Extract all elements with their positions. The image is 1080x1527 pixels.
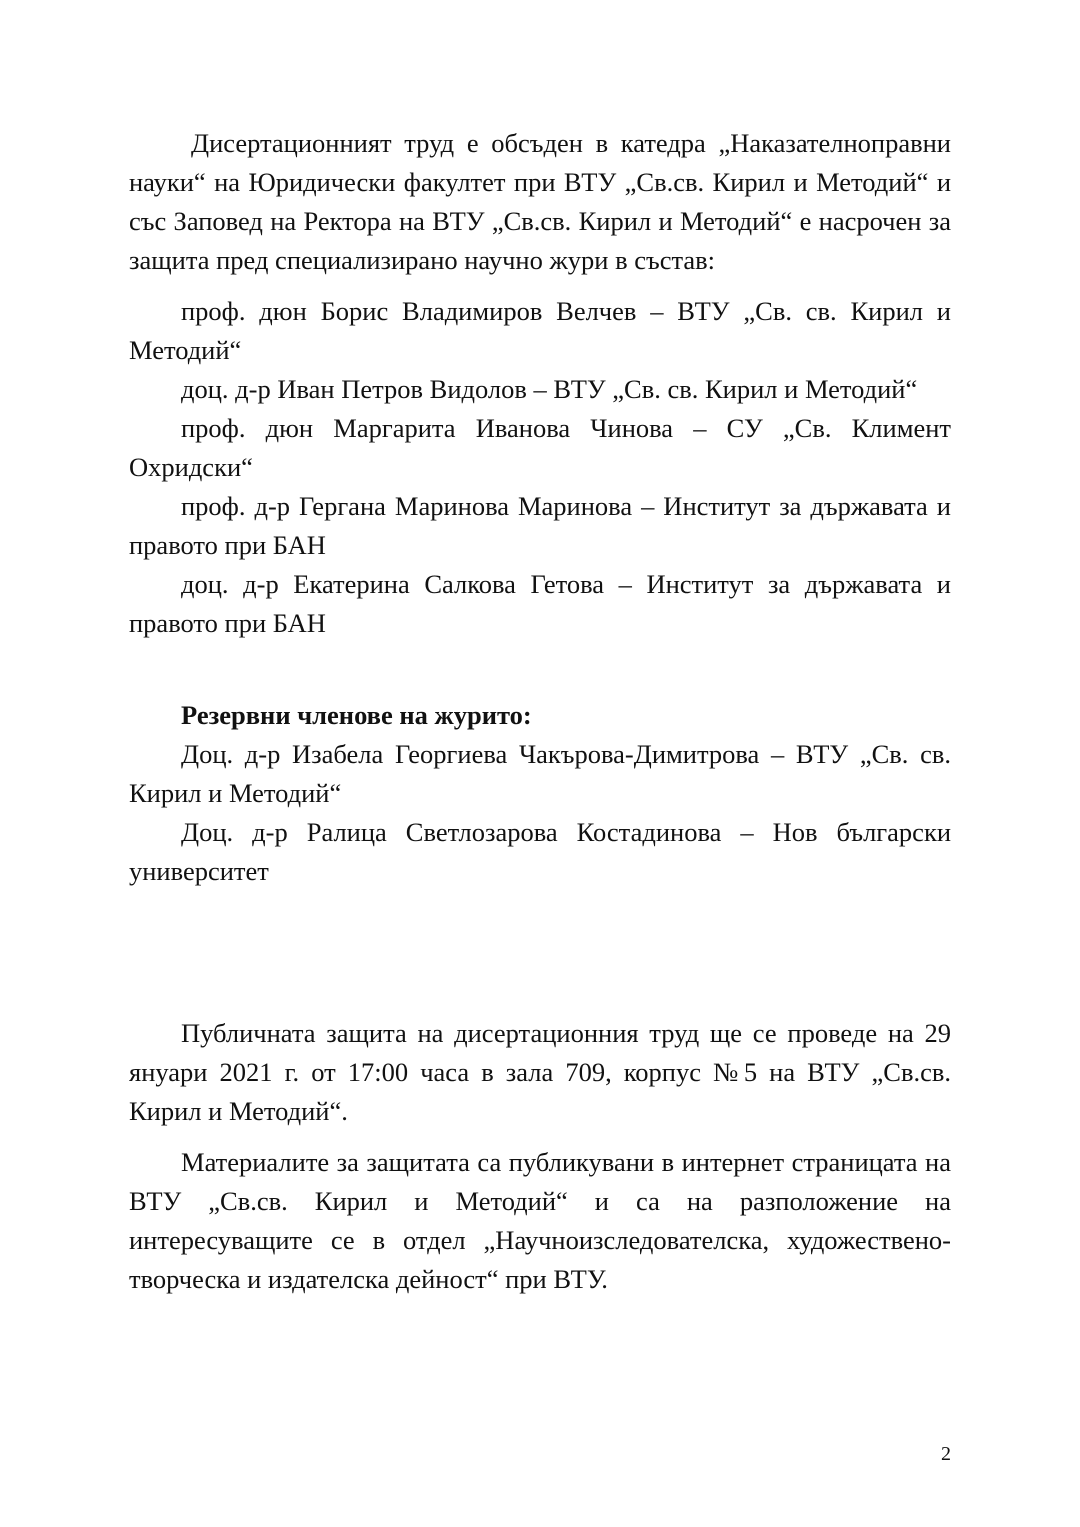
jury-member-2: доц. д-р Иван Петров Видолов – ВТУ „Св. св. Кирил и Методий“ [181,374,918,404]
jury-list [129,292,951,643]
reserve-member-2: Доц. д-р Ралица Светлозарова Костадинова – Нов български университет [129,817,951,886]
reserve-heading: Резервни членове на журито: [181,700,532,730]
defense-paragraph: Публичната защита на дисертационния труд ще се проведе на 29 януари 2021 г. от 17:00 часа в зала 709, корпус №5 на ВТУ „Св.св. Кирил и Методий“. [129,1018,951,1126]
reserve-member-1: Доц. д-р Изабела Георгиева Чакърова-Димитрова – ВТУ „Св. св. Кирил и Методий“ [129,739,951,808]
document-page [129,124,951,1299]
materials-paragraph: Материалите за защитата са публикувани в интернет страницата на ВТУ „Св.св. Кирил и Методий“ и са на разположение на интересуващите се в отдел „Научноизследователска, художествено-творческа и издателска дейност“ при ВТУ. [129,1147,951,1294]
jury-member-4: проф. д-р Гергана Маринова Маринова – Институт за държавата и правото при БАН [129,491,951,560]
jury-member-3: проф. дюн Маргарита Иванова Чинова – СУ „Св. Климент Охридски“ [129,413,951,482]
jury-member-1: проф. дюн Борис Владимиров Велчев – ВТУ „Св. св. Кирил и Методий“ [129,296,951,365]
reserve-section [129,696,951,891]
jury-member-5: доц. д-р Екатерина Салкова Гетова – Институт за държавата и правото при БАН [129,569,951,638]
page-number: 2 [941,1443,951,1465]
intro-paragraph: Дисертационният труд е обсъден в катедра „Наказателноправни науки“ на Юридически факултет при ВТУ „Св.св. Кирил и Методий“ и със Заповед на Ректора на ВТУ „Св.св. Кирил и Методий“ е насрочен за защита пред специализирано научно жури в състав: [129,128,951,275]
